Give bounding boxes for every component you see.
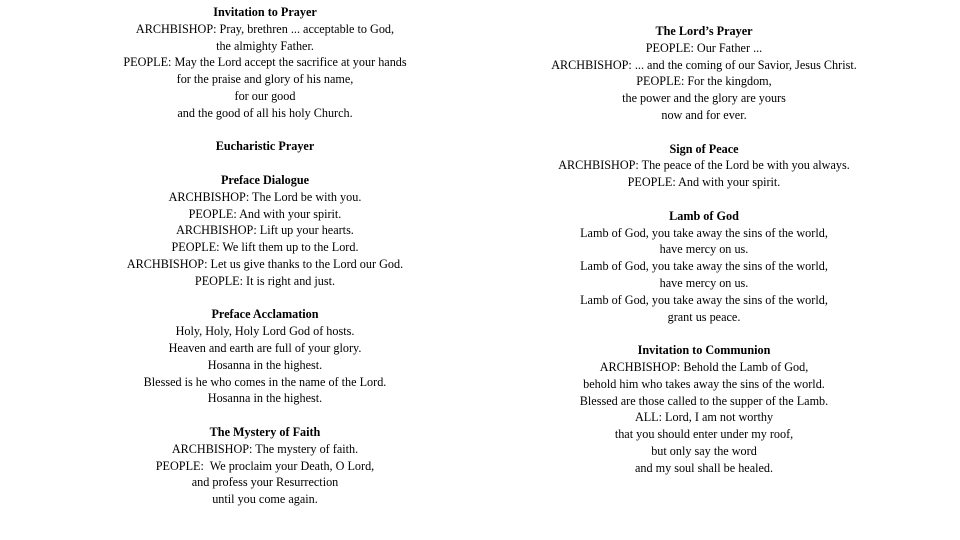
right-column <box>504 23 904 477</box>
text-line: ARCHBISHOP: Behold the Lamb of God, <box>599 359 809 374</box>
text-line: ARCHBISHOP: The peace of the Lord be with you always. <box>558 158 850 173</box>
spacer <box>66 407 464 424</box>
spacer <box>504 191 904 208</box>
section-heading: Sign of Peace <box>669 141 739 156</box>
text-line: have mercy on us. <box>659 242 749 257</box>
section-heading: Lamb of God <box>669 208 739 223</box>
text-line: PEOPLE: And with your spirit. <box>188 206 342 221</box>
text-line: ARCHBISHOP: The Lord be with you. <box>168 189 362 204</box>
text-line: Blessed is he who comes in the name of the Lord. <box>143 374 387 389</box>
eucharistic-prayer-section <box>66 138 464 155</box>
lamb-of-god-section <box>504 208 904 326</box>
text-line: for our good <box>234 88 296 103</box>
text-line: Heaven and earth are full of your glory. <box>168 340 362 355</box>
spacer <box>66 122 464 139</box>
text-line: now and for ever. <box>661 107 747 122</box>
lords-prayer-section <box>504 23 904 124</box>
text-line: ARCHBISHOP: ... and the coming of our Savior, Jesus Christ. <box>551 57 857 72</box>
text-line: the power and the glory are yours <box>622 91 786 106</box>
text-line: and the good of all his holy Church. <box>177 105 353 120</box>
text-line: ARCHBISHOP: Lift up your hearts. <box>176 223 354 238</box>
section-heading: The Mystery of Faith <box>209 424 321 439</box>
section-heading: Invitation to Communion <box>637 343 771 358</box>
section-heading: Eucharistic Prayer <box>215 139 315 154</box>
left-column <box>66 4 464 508</box>
text-line: behold him who takes away the sins of the world. <box>583 376 825 391</box>
text-line: Lamb of God, you take away the sins of the world, <box>580 292 828 307</box>
text-line: and my soul shall be healed. <box>634 460 774 475</box>
spacer <box>504 124 904 141</box>
section-heading: Preface Dialogue <box>220 172 310 187</box>
text-line: until you come again. <box>212 492 318 507</box>
text-line: ALL: Lord, I am not worthy <box>634 410 774 425</box>
preface-acclamation-section <box>66 306 464 407</box>
text-line: Lamb of God, you take away the sins of the world, <box>580 225 828 240</box>
text-line: ARCHBISHOP: Let us give thanks to the Lord our God. <box>126 256 404 271</box>
text-line: and profess your Resurrection <box>191 475 339 490</box>
text-line: that you should enter under my roof, <box>614 427 794 442</box>
text-line: PEOPLE: It is right and just. <box>194 273 336 288</box>
text-line: grant us peace. <box>667 309 741 324</box>
sign-of-peace-section <box>504 141 904 191</box>
preface-dialogue-section <box>66 172 464 290</box>
section-heading: Preface Acclamation <box>211 307 319 322</box>
section-heading: Invitation to Prayer <box>213 5 317 19</box>
text-line: PEOPLE: We proclaim your Death, O Lord, <box>155 458 375 473</box>
text-line: PEOPLE: For the kingdom, <box>636 74 772 89</box>
text-line: PEOPLE: May the Lord accept the sacrifice at your hands <box>123 55 407 70</box>
text-line: ARCHBISHOP: The mystery of faith. <box>171 441 359 456</box>
invitation-to-prayer-section <box>66 4 464 122</box>
text-line: Blessed are those called to the supper of the Lamb. <box>579 393 829 408</box>
mystery-of-faith-section <box>66 424 464 508</box>
text-line: the almighty Father. <box>216 38 314 53</box>
section-heading: The Lord’s Prayer <box>655 24 753 38</box>
spacer <box>66 155 464 172</box>
text-line: but only say the word <box>651 443 757 458</box>
text-line: ARCHBISHOP: Pray, brethren ... acceptable to God, <box>135 21 395 36</box>
text-line: PEOPLE: And with your spirit. <box>627 175 781 190</box>
spacer <box>66 290 464 307</box>
text-line: Lamb of God, you take away the sins of the world, <box>580 259 828 274</box>
text-line: have mercy on us. <box>659 275 749 290</box>
text-line: Hosanna in the highest. <box>207 357 323 372</box>
text-line: PEOPLE: Our Father ... <box>645 40 763 55</box>
text-line: PEOPLE: We lift them up to the Lord. <box>171 240 359 255</box>
text-line: for the praise and glory of his name, <box>176 72 354 87</box>
invitation-to-communion-section <box>504 342 904 476</box>
text-line: Holy, Holy, Holy Lord God of hosts. <box>175 324 355 339</box>
spacer <box>504 325 904 342</box>
text-line: Hosanna in the highest. <box>207 391 323 406</box>
